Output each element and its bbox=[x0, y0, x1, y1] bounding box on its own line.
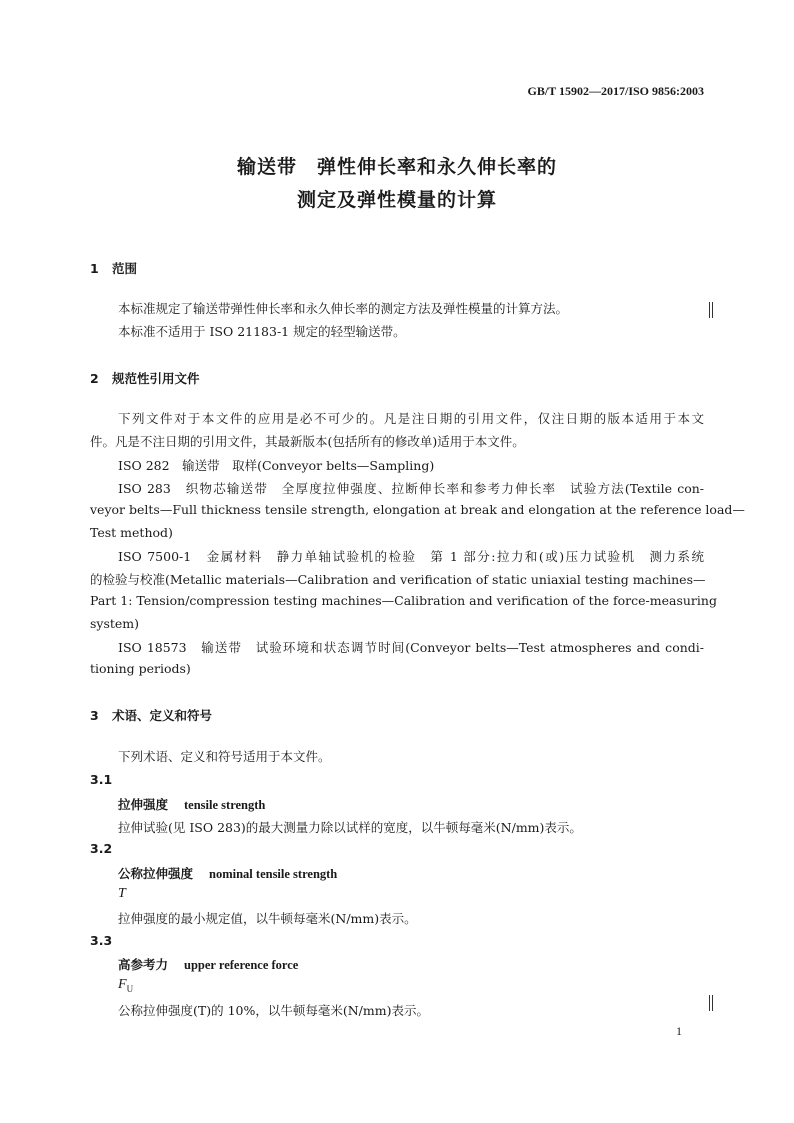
term-en: upper reference force bbox=[184, 958, 299, 972]
section-number: 2 bbox=[90, 371, 99, 386]
reference-iso-18573-line2: tioning periods) bbox=[90, 661, 191, 676]
document-title-line1: 输送带 弹性伸长率和永久伸长率的 bbox=[236, 156, 557, 178]
change-bar-marker bbox=[709, 302, 713, 318]
term-number: 3.3 bbox=[90, 933, 113, 948]
term-zh: 拉伸强度 bbox=[118, 797, 169, 812]
scope-paragraph-2: 本标准不适用于 ISO 21183-1 规定的轻型输送带。 bbox=[118, 324, 406, 339]
symbol-main: F bbox=[118, 977, 127, 992]
section-2-heading bbox=[90, 369, 200, 387]
standard-code: GB/T 15902—2017/ISO 9856:2003 bbox=[527, 84, 704, 98]
terms-intro: 下列术语、定义和符号适用于本文件。 bbox=[118, 749, 331, 764]
reference-iso-7500-line4: system) bbox=[90, 616, 140, 631]
section-title: 术语、定义和符号 bbox=[112, 708, 213, 723]
term-en: tensile strength bbox=[184, 798, 266, 812]
term-zh: 公称拉伸强度 bbox=[118, 866, 194, 881]
term-entry bbox=[118, 795, 265, 813]
term-en: nominal tensile strength bbox=[209, 867, 338, 881]
reference-iso-283-line1: ISO 283 织物芯输送带 全厚度拉伸强度、拉断伸长率和参考力伸长率 试验方法(Textile con- bbox=[118, 481, 704, 496]
term-entry bbox=[118, 864, 337, 882]
term-symbol: T bbox=[118, 886, 126, 901]
section-title: 规范性引用文件 bbox=[112, 371, 200, 386]
term-definition: 拉伸强度的最小规定值，以牛顿每毫米(N/mm)表示。 bbox=[118, 911, 417, 926]
term-number: 3.1 bbox=[90, 772, 113, 787]
references-intro-line2: 件。凡是不注日期的引用文件，其最新版本(包括所有的修改单)适用于本文件。 bbox=[90, 434, 525, 449]
section-number: 1 bbox=[90, 261, 99, 276]
document-title-line2: 测定及弹性模量的计算 bbox=[296, 189, 497, 211]
reference-iso-282: ISO 282 输送带 取样(Conveyor belts—Sampling) bbox=[118, 458, 435, 473]
reference-iso-18573-line1: ISO 18573 输送带 试验环境和状态调节时间(Conveyor belts—Test atmospheres and condi- bbox=[118, 640, 704, 655]
change-bar-marker bbox=[709, 995, 713, 1011]
reference-iso-7500-line1: ISO 7500-1 金属材料 静力单轴试验机的检验 第 1 部分:拉力和(或)压力试验机 测力系统 bbox=[118, 549, 704, 564]
term-definition: 拉伸试验(见 ISO 283)的最大测量力除以试样的宽度，以牛顿每毫米(N/mm)表示。 bbox=[118, 820, 582, 835]
term-zh: 高参考力 bbox=[118, 957, 169, 972]
term-entry bbox=[118, 955, 298, 973]
references-intro-line1: 下列文件对于本文件的应用是必不可少的。凡是注日期的引用文件，仅注日期的版本适用于本文 bbox=[118, 411, 704, 426]
scope-paragraph-1: 本标准规定了输送带弹性伸长率和永久伸长率的测定方法及弹性模量的计算方法。 bbox=[118, 301, 569, 316]
section-number: 3 bbox=[90, 708, 99, 723]
reference-iso-283-line3: Test method) bbox=[90, 525, 173, 540]
section-3-heading bbox=[90, 706, 212, 724]
section-title: 范围 bbox=[112, 261, 138, 276]
reference-iso-283-line2: veyor belts—Full thickness tensile strength, elongation at break and elongation at the reference load— bbox=[90, 502, 745, 517]
term-number: 3.2 bbox=[90, 841, 113, 856]
section-1-heading bbox=[90, 259, 137, 277]
term-symbol bbox=[118, 977, 133, 994]
symbol-subscript: U bbox=[126, 983, 134, 994]
page-number: 1 bbox=[676, 1024, 682, 1038]
reference-iso-7500-line2: 的检验与校准(Metallic materials—Calibration and verification of static uniaxial testing machines— bbox=[90, 572, 706, 587]
reference-iso-7500-line3: Part 1: Tension/compression testing machines—Calibration and verification of the force-measuring bbox=[90, 593, 717, 608]
term-definition: 公称拉伸强度(T)的 10%，以牛顿每毫米(N/mm)表示。 bbox=[118, 1003, 429, 1018]
